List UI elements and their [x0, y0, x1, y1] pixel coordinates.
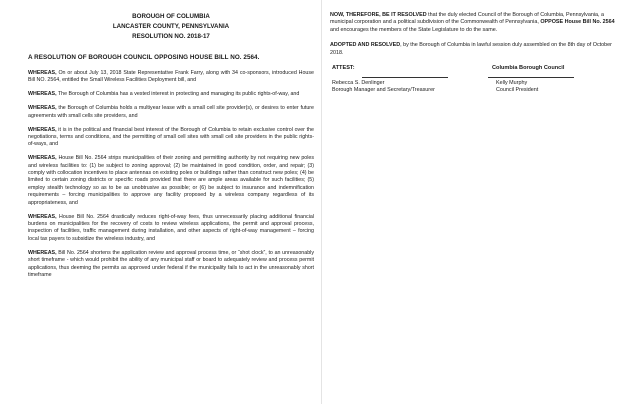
council-president-title: Council President: [496, 87, 539, 94]
council-label: Columbia Borough Council: [492, 65, 565, 72]
attest-signatory: [332, 80, 492, 94]
council-signature-line: [488, 73, 574, 78]
whereas-text: the Borough of Columbia holds a multiyear lease with a small cell site provider(s), or desires to enter future agreements with small cells site providers, and: [28, 105, 314, 119]
adopted-lead: ADOPTED AND RESOLVED: [330, 42, 401, 49]
council-signatory: [496, 80, 538, 94]
whereas-keyword: WHEREAS,: [28, 126, 57, 133]
resolved-text-end: and encourages the members of the State Legislature to do the same.: [330, 26, 498, 33]
whereas-keyword: WHEREAS,: [28, 213, 57, 220]
whereas-clause: [28, 155, 314, 207]
whereas-text: On or about July 13, 2018 State Representative Frank Farry, along with 34 co-sponsors, introduced House Bill NO. 2564, entitled the Small Wireless Facilities Deployment bill, and: [28, 70, 314, 84]
whereas-text: The Borough of Columbia has a vested interest in protecting and managing its public rights-of-way, and: [57, 91, 300, 98]
resolved-bold-text: OPPOSE House Bill No. 2564: [540, 19, 615, 26]
whereas-text: it is in the political and financial best interest of the Borough of Columbia to retain exclusive control over the negotiations, terms and conditions, and the permitting of small cell sites with small cell site providers in the public rights-of-ways, and: [28, 126, 314, 148]
attest-signature-line: [362, 73, 448, 78]
whereas-keyword: WHEREAS,: [28, 91, 57, 98]
adopted-text: , by the Borough of Columbia in lawful session duly assembled on the 8th day of October 2018.: [330, 42, 612, 56]
whereas-clause: [28, 127, 314, 149]
whereas-keyword: WHEREAS,: [28, 70, 57, 76]
whereas-text: House Bill No. 2564 drastically reduces right-of-way fees, thus unnecessarily placing additional financial burdens on municipalities for the recovery of costs to review wireless applications, the permit and approval process, inspection of facilities, traffic management during installation, and other aspects of right-of-way management – forcing local tax payers to subsidize the wireless industry, and: [28, 213, 314, 242]
resolution-header: [28, 12, 314, 42]
whereas-text: House Bill No. 2564 strips municipalities of their zoning and permitting authority by not requiring new poles and wireless facilities to: (1) be subject to zoning approval; (2) be maintained in good condition, order, and repair; (3) comply with collocation incentives to place antennas on existing poles or buildings rather than construct new poles; (4) be limited to certain zoning districts or specific roads provided that there are ample areas available for such facilities; (5) employ stealth technology so as to be as unobtrusive as possible; or (6) be subject to insurance and indemnification requirements – forcing municipalities to approve any facility proposed by a wireless company regardless of its appropriateness, and: [28, 155, 314, 206]
whereas-clause: [28, 70, 314, 85]
signature-lines: [330, 73, 622, 78]
attest-label: ATTEST:: [332, 65, 355, 72]
signatory-names: [330, 80, 622, 94]
whereas-clause: [28, 91, 314, 98]
resolved-text: that the duly elected Council of the Borough of Columbia, Pennsylvania, a municipal corporation and a political subdivision of the Commonwealth of Pennsylvania,: [330, 12, 605, 26]
adopted-paragraph: [330, 42, 622, 57]
council-president-name: Kelly Murphy: [496, 80, 528, 87]
whereas-keyword: WHEREAS,: [28, 155, 57, 162]
whereas-keyword: WHEREAS,: [28, 105, 57, 112]
header-resolution-number: RESOLUTION NO. 2018-17: [132, 33, 210, 40]
whereas-clause: [28, 250, 314, 280]
whereas-keyword: WHEREAS,: [28, 249, 57, 256]
resolution-title: A RESOLUTION OF BOROUGH COUNCIL OPPOSING HOUSE BILL NO. 2564.: [28, 54, 260, 61]
whereas-clause: [28, 105, 314, 120]
resolved-paragraph: [330, 12, 622, 34]
attest-name: Rebecca S. Denlinger: [332, 80, 385, 87]
header-borough: BOROUGH OF COLUMBIA: [132, 13, 210, 20]
attest-title: Borough Manager and Secretary/Treasurer: [332, 87, 435, 94]
header-county: LANCASTER COUNTY, PENNSYLVANIA: [112, 23, 230, 30]
resolved-lead: NOW, THEREFORE, BE IT RESOLVED: [330, 12, 427, 18]
document-page-right: [322, 0, 640, 404]
whereas-clause: [28, 214, 314, 244]
whereas-text: Bill No. 2564 shortens the application review and approval process time, or “shot clock”, to an unreasonably short timeframe - which would prohibit the ability of any municipal staff or board to adequately review and process permit applications, thus deeming the permits as approved under federal if the municipality fails to act in the unreasonably short timeframe: [28, 249, 314, 278]
signature-labels: [330, 65, 622, 71]
